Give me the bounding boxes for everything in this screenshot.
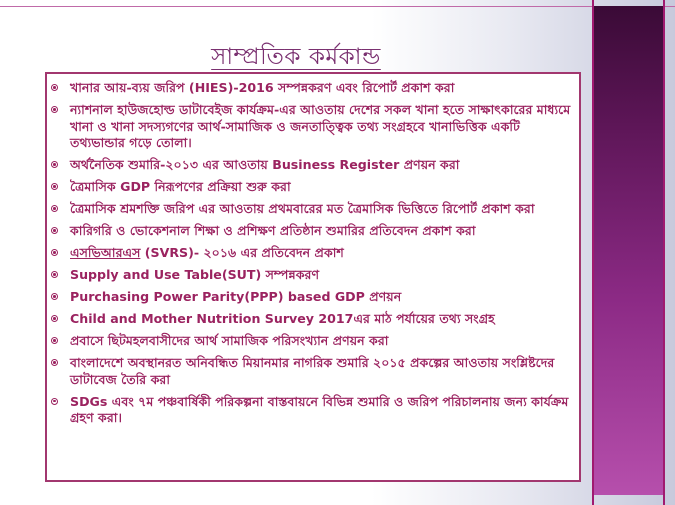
- bullet-icon: [51, 205, 58, 212]
- list-item: ত্রৈমাসিক শ্রমশক্তি জরিপ এর আওতায় প্রথমবারের মত ত্রৈমাসিক ভিত্তিতে রিপোর্ট প্রকাশ করা: [48, 201, 578, 218]
- bullet-icon: [51, 227, 58, 234]
- list-item: এসভিআরএস (SVRS)- ২০১৬ এর প্রতিবেদন প্রকাশ: [48, 245, 578, 262]
- bullet-icon: [51, 293, 58, 300]
- list-item: অর্থনৈতিক শুমারি-২০১৩ এর আওতায় Business Register প্রণয়ন করা: [48, 157, 578, 174]
- top-rule: [0, 6, 675, 7]
- bullet-list: [48, 80, 578, 432]
- bullet-icon: [51, 315, 58, 322]
- list-item: প্রবাসে ছিটমহলবাসীদের আর্থ সামাজিক পরিসংখ্যান প্রণয়ন করা: [48, 333, 578, 350]
- bullet-icon: [51, 161, 58, 168]
- underlined-link-text[interactable]: এসভিআরএস: [70, 245, 141, 260]
- slide-title: সাম্প্রতিক কর্মকান্ড: [211, 44, 381, 70]
- bullet-icon: [51, 271, 58, 278]
- bullet-icon: [51, 249, 58, 256]
- bullet-icon: [51, 84, 58, 91]
- list-item: Purchasing Power Parity(PPP) based GDP প্রণয়ন: [48, 289, 578, 306]
- bullet-icon: [51, 398, 58, 405]
- list-item: SDGs এবং ৭ম পঞ্চবার্ষিকী পরিকল্পনা বাস্তবায়নে বিভিন্ন শুমারি ও জরিপ পরিচালনায় জন্য কার্যক্রম গ্রহণ করা।: [48, 394, 578, 427]
- list-item: Supply and Use Table(SUT) সম্পন্নকরণ: [48, 267, 578, 284]
- bullet-icon: [51, 337, 58, 344]
- bullet-icon: [51, 359, 58, 366]
- side-panel: [592, 6, 663, 495]
- side-rule-left: [592, 0, 594, 505]
- list-item: বাংলাদেশে অবস্থানরত অনিবন্ধিত মিয়ানমার নাগরিক শুমারি ২০১৫ প্রকল্পের আওতায় সংশ্লিষ্টদের ডাটাবেজ তৈরি করা: [48, 355, 578, 388]
- list-item: ন্যাশনাল হাউজহোল্ড ডাটাবেইজ কার্যক্রম-এর আওতায় দেশের সকল খানা হতে সাক্ষাৎকারের মাধ্যমে খানা ও খানা সদস্যগণের আর্থ-সামাজিক ও জনতাত্ত্বিক তথ্য সংগ্রহবে খানাভিত্তিক একটি তথ্যভান্ডার গড়ে তোলা।: [48, 102, 578, 152]
- list-item: খানার আয়-ব্যয় জরিপ (HIES)-2016 সম্পন্নকরণ এবং রিপোর্ট প্রকাশ করা: [48, 80, 578, 97]
- side-rule-right: [663, 0, 665, 505]
- list-item: Child and Mother Nutrition Survey 2017এর মাঠ পর্যায়ের তথ্য সংগ্রহ: [48, 311, 578, 328]
- bullet-icon: [51, 183, 58, 190]
- list-item: কারিগরি ও ভোকেশনাল শিক্ষা ও প্রশিক্ষণ প্রতিষ্ঠান শুমারির প্রতিবেদন প্রকাশ করা: [48, 223, 578, 240]
- list-item: ত্রৈমাসিক GDP নিরূপণের প্রক্রিয়া শুরু করা: [48, 179, 578, 196]
- bullet-icon: [51, 106, 58, 113]
